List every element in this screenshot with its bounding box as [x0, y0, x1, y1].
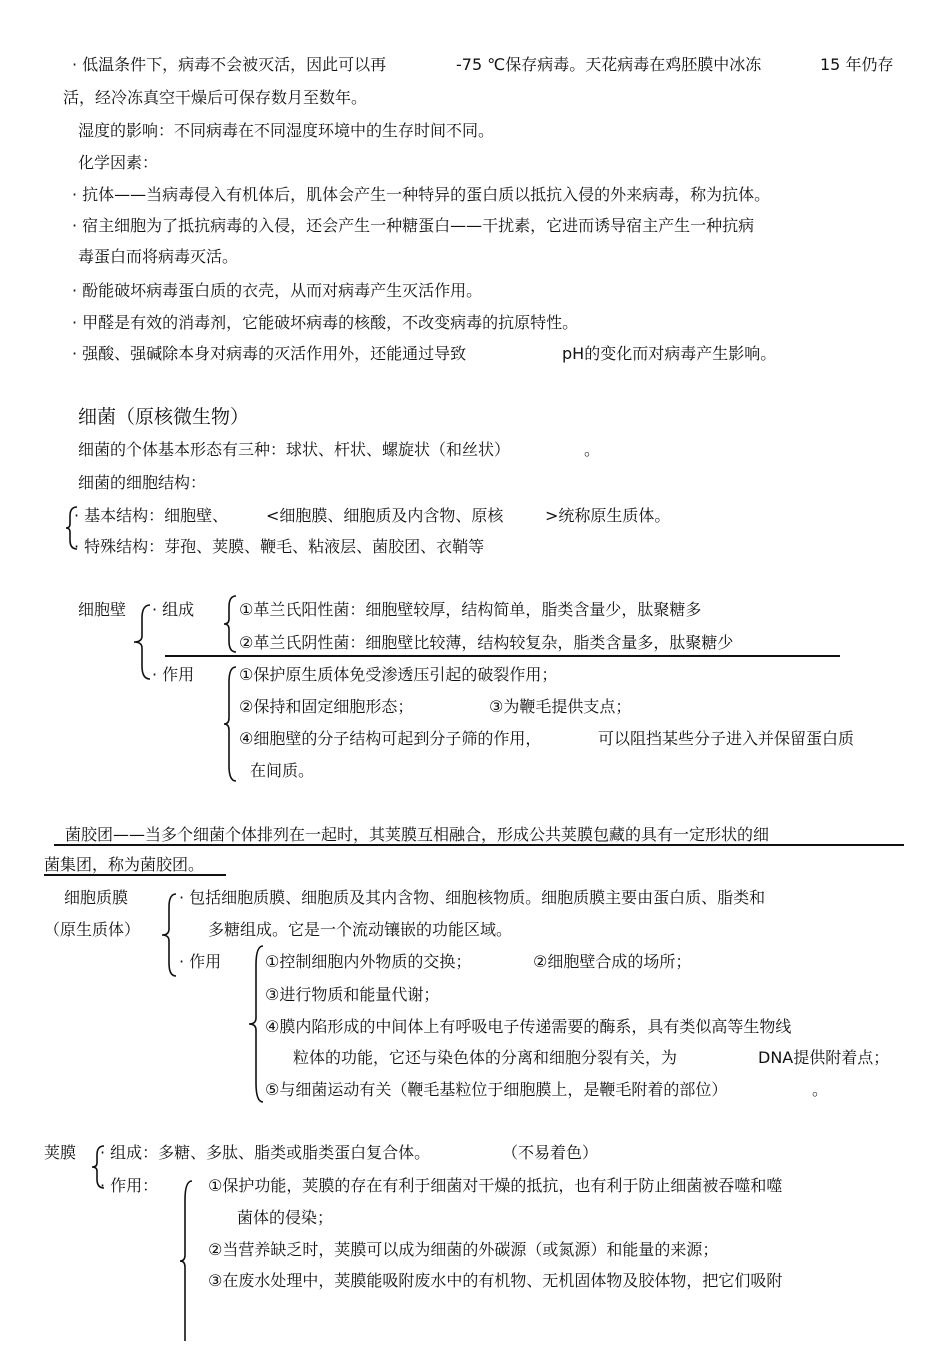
- capsule-composition: · 组成：多糖、多肽、脂类或脂类蛋白复合体。: [100, 1143, 431, 1162]
- bacteria-shapes-end: 。: [584, 440, 601, 459]
- capsule-func-1a: ①保护功能，荚膜的存在有利于细菌对干燥的抵抗，也有利于防止细菌被吞噬和噬: [208, 1176, 783, 1195]
- capsule-composition-note: （不易着色）: [502, 1143, 599, 1162]
- cell-wall-func-4c: 在间质。: [250, 761, 315, 780]
- membrane-func-1: ①控制细胞内外物质的交换；: [265, 952, 472, 971]
- cell-wall-function-label: · 作用: [152, 665, 195, 684]
- cell-wall-brace: [132, 604, 152, 680]
- cell-wall-func-2: ②保持和固定细胞形态；: [239, 697, 414, 716]
- bacteria-title: 细菌（原核微生物）: [78, 406, 250, 428]
- virus-acid-b: pH的变化而对病毒产生影响。: [562, 344, 777, 363]
- bacteria-special-structure: · 特殊结构：芽孢、荚膜、鞭毛、粘液层、菌胶团、衣鞘等: [74, 537, 485, 556]
- bacteria-basic-structure-b: <细胞膜、细胞质及内含物、原核: [266, 506, 504, 525]
- cell-wall-comp-1: ①革兰氏阳性菌：细胞壁较厚，结构简单，脂类含量少，肽聚糖多: [239, 600, 702, 619]
- membrane-func-5: ⑤与细菌运动有关（鞭毛基粒位于细胞膜上，是鞭毛附着的部位）: [265, 1080, 728, 1099]
- bacteria-basic-structure: · 基本结构：细胞壁、: [74, 506, 229, 525]
- membrane-label: 细胞质膜: [64, 888, 129, 907]
- virus-low-temp-line-d: 活，经冷冻真空干燥后可保存数月至数年。: [63, 88, 368, 107]
- virus-chemical-heading: 化学因素：: [78, 153, 159, 172]
- membrane-function-brace: [249, 945, 265, 1103]
- cell-wall-label: 细胞壁: [78, 600, 127, 619]
- membrane-function-label: · 作用: [179, 952, 222, 971]
- bacteria-structure-heading: 细菌的细胞结构：: [78, 473, 207, 492]
- bacteria-basic-structure-c: >统称原生质体。: [545, 506, 671, 525]
- membrane-func-4b: 粒体的功能，它还与染色体的分离和细胞分裂有关，为: [293, 1048, 678, 1067]
- capsule-function-brace: [180, 1180, 194, 1342]
- composition-brace: [224, 595, 238, 653]
- membrane-func-3: ③进行物质和能量代谢；: [265, 985, 440, 1004]
- capsule-func-1b: 菌体的侵染；: [237, 1208, 334, 1227]
- cell-wall-func-1: ①保护原生质体免受渗透压引起的破裂作用；: [239, 665, 558, 684]
- zoogloea-underline-a: [54, 844, 904, 846]
- virus-interferon-a: · 宿主细胞为了抵抗病毒的入侵，还会产生一种糖蛋白——干扰素，它进而诱导宿主产生一种抗病: [72, 216, 755, 235]
- capsule-label: 荚膜: [44, 1143, 77, 1162]
- membrane-func-4a: ④膜内陷形成的中间体上有呼吸电子传递需要的酶系，具有类似高等生物线: [265, 1017, 792, 1036]
- zoogloea-line-b: 菌集团，称为菌胶团。: [44, 855, 205, 874]
- capsule-function-label: · 作用：: [100, 1176, 159, 1195]
- capsule-func-3: ③在废水处理中，荚膜能吸附废水中的有机物、无机固体物及胶体物，把它们吸附: [208, 1271, 783, 1290]
- cell-wall-func-4b: 可以阻挡某些分子进入并保留蛋白质: [598, 729, 855, 748]
- bacteria-shapes: 细菌的个体基本形态有三种：球状、杆状、螺旋状（和丝状）: [78, 440, 511, 459]
- virus-low-temp-line-b: -75 ℃保存病毒。天花病毒在鸡胚膜中冰冻: [456, 55, 762, 74]
- zoogloea-underline-b: [44, 874, 226, 876]
- membrane-desc-a: · 包括细胞质膜、细胞质及其内含物、细胞核物质。细胞质膜主要由蛋白质、脂类和: [179, 888, 766, 907]
- virus-formaldehyde: · 甲醛是有效的消毒剂，它能破坏病毒的核酸，不改变病毒的抗原特性。: [72, 313, 579, 332]
- virus-acid-a: · 强酸、强碱除本身对病毒的灭活作用外，还能通过导致: [72, 344, 467, 363]
- cell-wall-function-brace: [224, 666, 238, 782]
- cell-wall-composition-label: · 组成: [152, 600, 195, 619]
- virus-humidity: 湿度的影响：不同病毒在不同湿度环境中的生存时间不同。: [78, 121, 495, 140]
- zoogloea-line-a: 菌胶团——当多个细菌个体排列在一起时，其荚膜互相融合，形成公共荚膜包藏的具有一定形状的细: [65, 825, 770, 844]
- membrane-desc-b: 多糖组成。它是一个流动镶嵌的功能区域。: [208, 920, 513, 939]
- cell-wall-comp-2: ②革兰氏阴性菌：细胞壁比较薄，结构较复杂，脂类含量多，肽聚糖少: [239, 633, 734, 652]
- membrane-func-5-end: 。: [812, 1080, 829, 1099]
- virus-low-temp-line-c: 15 年仍存: [820, 55, 894, 74]
- membrane-brace: [162, 893, 178, 977]
- virus-low-temp-line-a: · 低温条件下，病毒不会被灭活，因此可以再: [72, 55, 387, 74]
- cell-wall-func-3: ③为鞭毛提供支点；: [489, 697, 632, 716]
- cell-wall-divider: [165, 655, 840, 657]
- membrane-label-sub: （原生质体）: [44, 920, 141, 939]
- membrane-func-4c: DNA提供附着点；: [758, 1048, 890, 1067]
- capsule-func-2: ②当营养缺乏时，荚膜可以成为细菌的外碳源（或氮源）和能量的来源；: [208, 1240, 719, 1259]
- virus-interferon-b: 毒蛋白而将病毒灭活。: [78, 247, 239, 266]
- membrane-func-2: ②细胞壁合成的场所；: [533, 952, 692, 971]
- virus-antibody: · 抗体——当病毒侵入有机体后，肌体会产生一种特异的蛋白质以抵抗入侵的外来病毒，称为抗体。: [72, 185, 771, 204]
- virus-phenol: · 酚能破坏病毒蛋白质的衣壳，从而对病毒产生灭活作用。: [72, 281, 483, 300]
- cell-wall-func-4a: ④细胞壁的分子结构可起到分子筛的作用，: [239, 729, 542, 748]
